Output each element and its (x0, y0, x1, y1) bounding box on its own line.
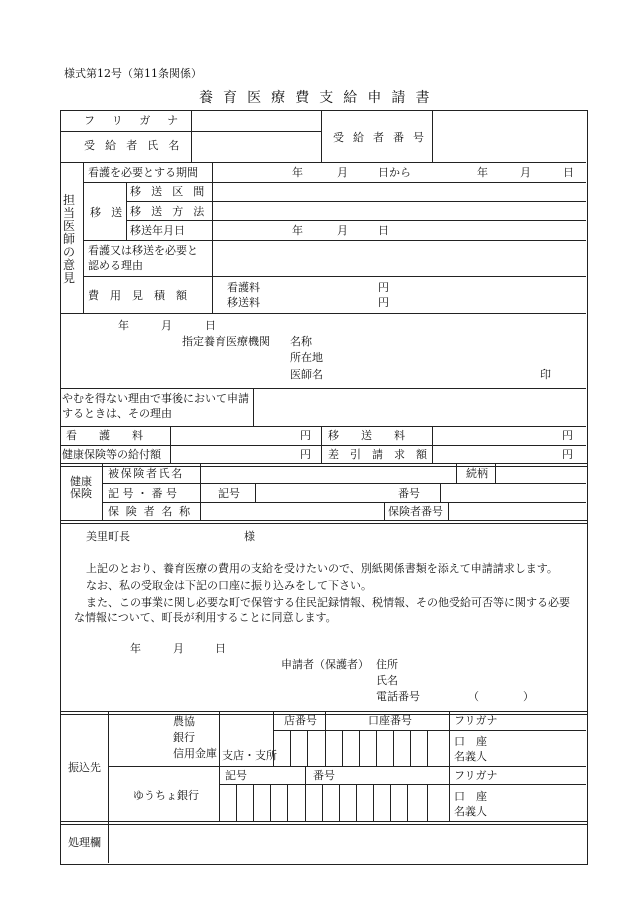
applicant-address-label: 住所 (376, 658, 398, 671)
bank-furigana-label: フリガナ (454, 714, 498, 727)
branch-label: 支店・支所 (222, 749, 277, 762)
application-day: 日 (215, 642, 226, 655)
furigana-field[interactable] (192, 111, 320, 130)
recipient-number-field[interactable] (433, 111, 585, 161)
yucho-label: ゆうちょ銀行 (133, 789, 199, 802)
application-year: 年 (130, 642, 141, 655)
office-use-field[interactable] (109, 823, 585, 862)
account-number-label: 口座番号 (368, 714, 412, 727)
account-holder-label-1: 口 座 (454, 735, 487, 748)
transport-label: 移 送 (90, 206, 126, 219)
doctor-name-label: 医師名 (290, 368, 323, 381)
period-from-month: 月 (337, 166, 348, 179)
application-month: 月 (173, 642, 184, 655)
recipient-name-field[interactable] (192, 132, 320, 161)
care-fee-label: 看護料 (227, 281, 260, 294)
addressee: 美里町長 (86, 530, 130, 543)
period-to-year: 年 (477, 166, 488, 179)
yucho-holder-label-2: 名義人 (454, 805, 487, 818)
bank-table (60, 711, 588, 825)
reason-label-2: 認める理由 (88, 259, 143, 272)
application-para-3b: な情報について、町長が利用することに同意します。 (74, 611, 337, 624)
difference-label: 差 引 請 求 額 (328, 448, 427, 461)
estimate-label: 費 用 見 積 額 (88, 289, 187, 302)
branch-number-label: 店番号 (284, 714, 317, 727)
transport-method-label: 移 送 方 法 (130, 205, 208, 218)
insurance-side-label: 健康保険 (70, 475, 92, 500)
account-holder-label-2: 名義人 (454, 750, 487, 763)
care-fee-yen: 円 (378, 281, 389, 294)
transport-section-label: 移 送 区 間 (130, 185, 208, 198)
applicant-phone-paren: （ ） (468, 690, 534, 703)
applicant-label: 申請者（保護者） (281, 658, 369, 671)
bank-side-label: 振込先 (68, 761, 101, 774)
reason-label-1: 看護又は移送を必要と (88, 244, 198, 257)
recipient-number-label: 受 給 者 番 号 (333, 131, 427, 144)
care-fee-row-label: 看 護 料 (66, 429, 143, 442)
application-para-2: なお、私の受取金は下記の口座に振り込みをして下さい。 (86, 579, 372, 592)
yucho-furigana-label: フリガナ (454, 769, 498, 782)
symbol-number-label: 記 号 ・ 番 号 (108, 487, 177, 500)
insurance-number-label: 番号 (398, 487, 420, 500)
application-para-3a: また、この事業に関し必要な町で保管する住民記録情報、税情報、その他受給可否等に関する必要 (86, 596, 570, 609)
addressee-sama: 様 (244, 530, 255, 543)
transport-fee-label: 移送料 (227, 296, 260, 309)
institution-name-label: 名称 (290, 335, 312, 348)
form-title: 養 育 医 療 費 支 給 申 請 書 (199, 90, 433, 106)
transport-date-year: 年 (292, 224, 303, 237)
recipient-name-label: 受 給 者 氏 名 (84, 139, 183, 152)
transport-date-label: 移送年月日 (130, 224, 185, 237)
applicant-phone-label: 電話番号 (376, 690, 420, 703)
care-fee-row-yen: 円 (300, 429, 311, 442)
transport-date-day: 日 (378, 224, 389, 237)
bank-shinkin: 信用金庫 (173, 747, 217, 760)
period-from-year: 年 (292, 166, 303, 179)
insured-name-label: 被保険者氏名 (108, 467, 184, 480)
transport-fee-row-yen: 円 (562, 429, 573, 442)
relation-label: 続柄 (466, 467, 488, 480)
difference-yen: 円 (562, 448, 573, 461)
transport-fee-yen: 円 (378, 296, 389, 309)
form-number: 様式第12号（第11条関係） (64, 67, 202, 80)
period-from-day: 日から (378, 166, 411, 179)
doctor-opinion-side-label: 担当医師の意見 (63, 193, 76, 285)
office-use-label: 処理欄 (68, 836, 101, 849)
care-period-label: 看護を必要とする期間 (88, 166, 198, 179)
bank-ginko: 銀行 (173, 731, 195, 744)
institution-label: 指定養育医療機関 (182, 335, 270, 348)
insurer-number-label: 保険者番号 (388, 505, 443, 518)
insurance-symbol-label: 記号 (218, 487, 240, 500)
insurer-name-label: 保 険 者 名 称 (108, 505, 192, 518)
insurance-benefit-yen: 円 (300, 448, 311, 461)
transport-fee-row-label: 移 送 料 (328, 429, 405, 442)
yucho-number-label: 番号 (313, 769, 335, 782)
seal-mark: 印 (540, 368, 551, 381)
applicant-name-label: 氏名 (376, 674, 398, 687)
yucho-holder-label-1: 口 座 (454, 790, 487, 803)
period-to-day: 日 (563, 166, 574, 179)
late-reason-label-1: やむを得ない理由で事後において申請 (62, 392, 249, 405)
cert-month: 月 (161, 319, 172, 332)
period-to-month: 月 (520, 166, 531, 179)
transport-date-month: 月 (337, 224, 348, 237)
insurance-benefit-label: 健康保険等の給付額 (62, 448, 161, 461)
bank-nokyo: 農協 (173, 715, 195, 728)
furigana-label: フ リ ガ ナ (84, 114, 185, 127)
cert-day: 日 (205, 319, 216, 332)
late-reason-label-2: するときは、その理由 (62, 407, 172, 420)
yucho-symbol-label: 記号 (225, 769, 247, 782)
application-para-1: 上記のとおり、養育医療の費用の支給を受けたいので、別紙関係書類を添えて申請請求します。 (86, 562, 558, 575)
late-reason-field[interactable] (254, 389, 585, 425)
cert-year: 年 (118, 319, 129, 332)
institution-address-label: 所在地 (290, 351, 323, 364)
